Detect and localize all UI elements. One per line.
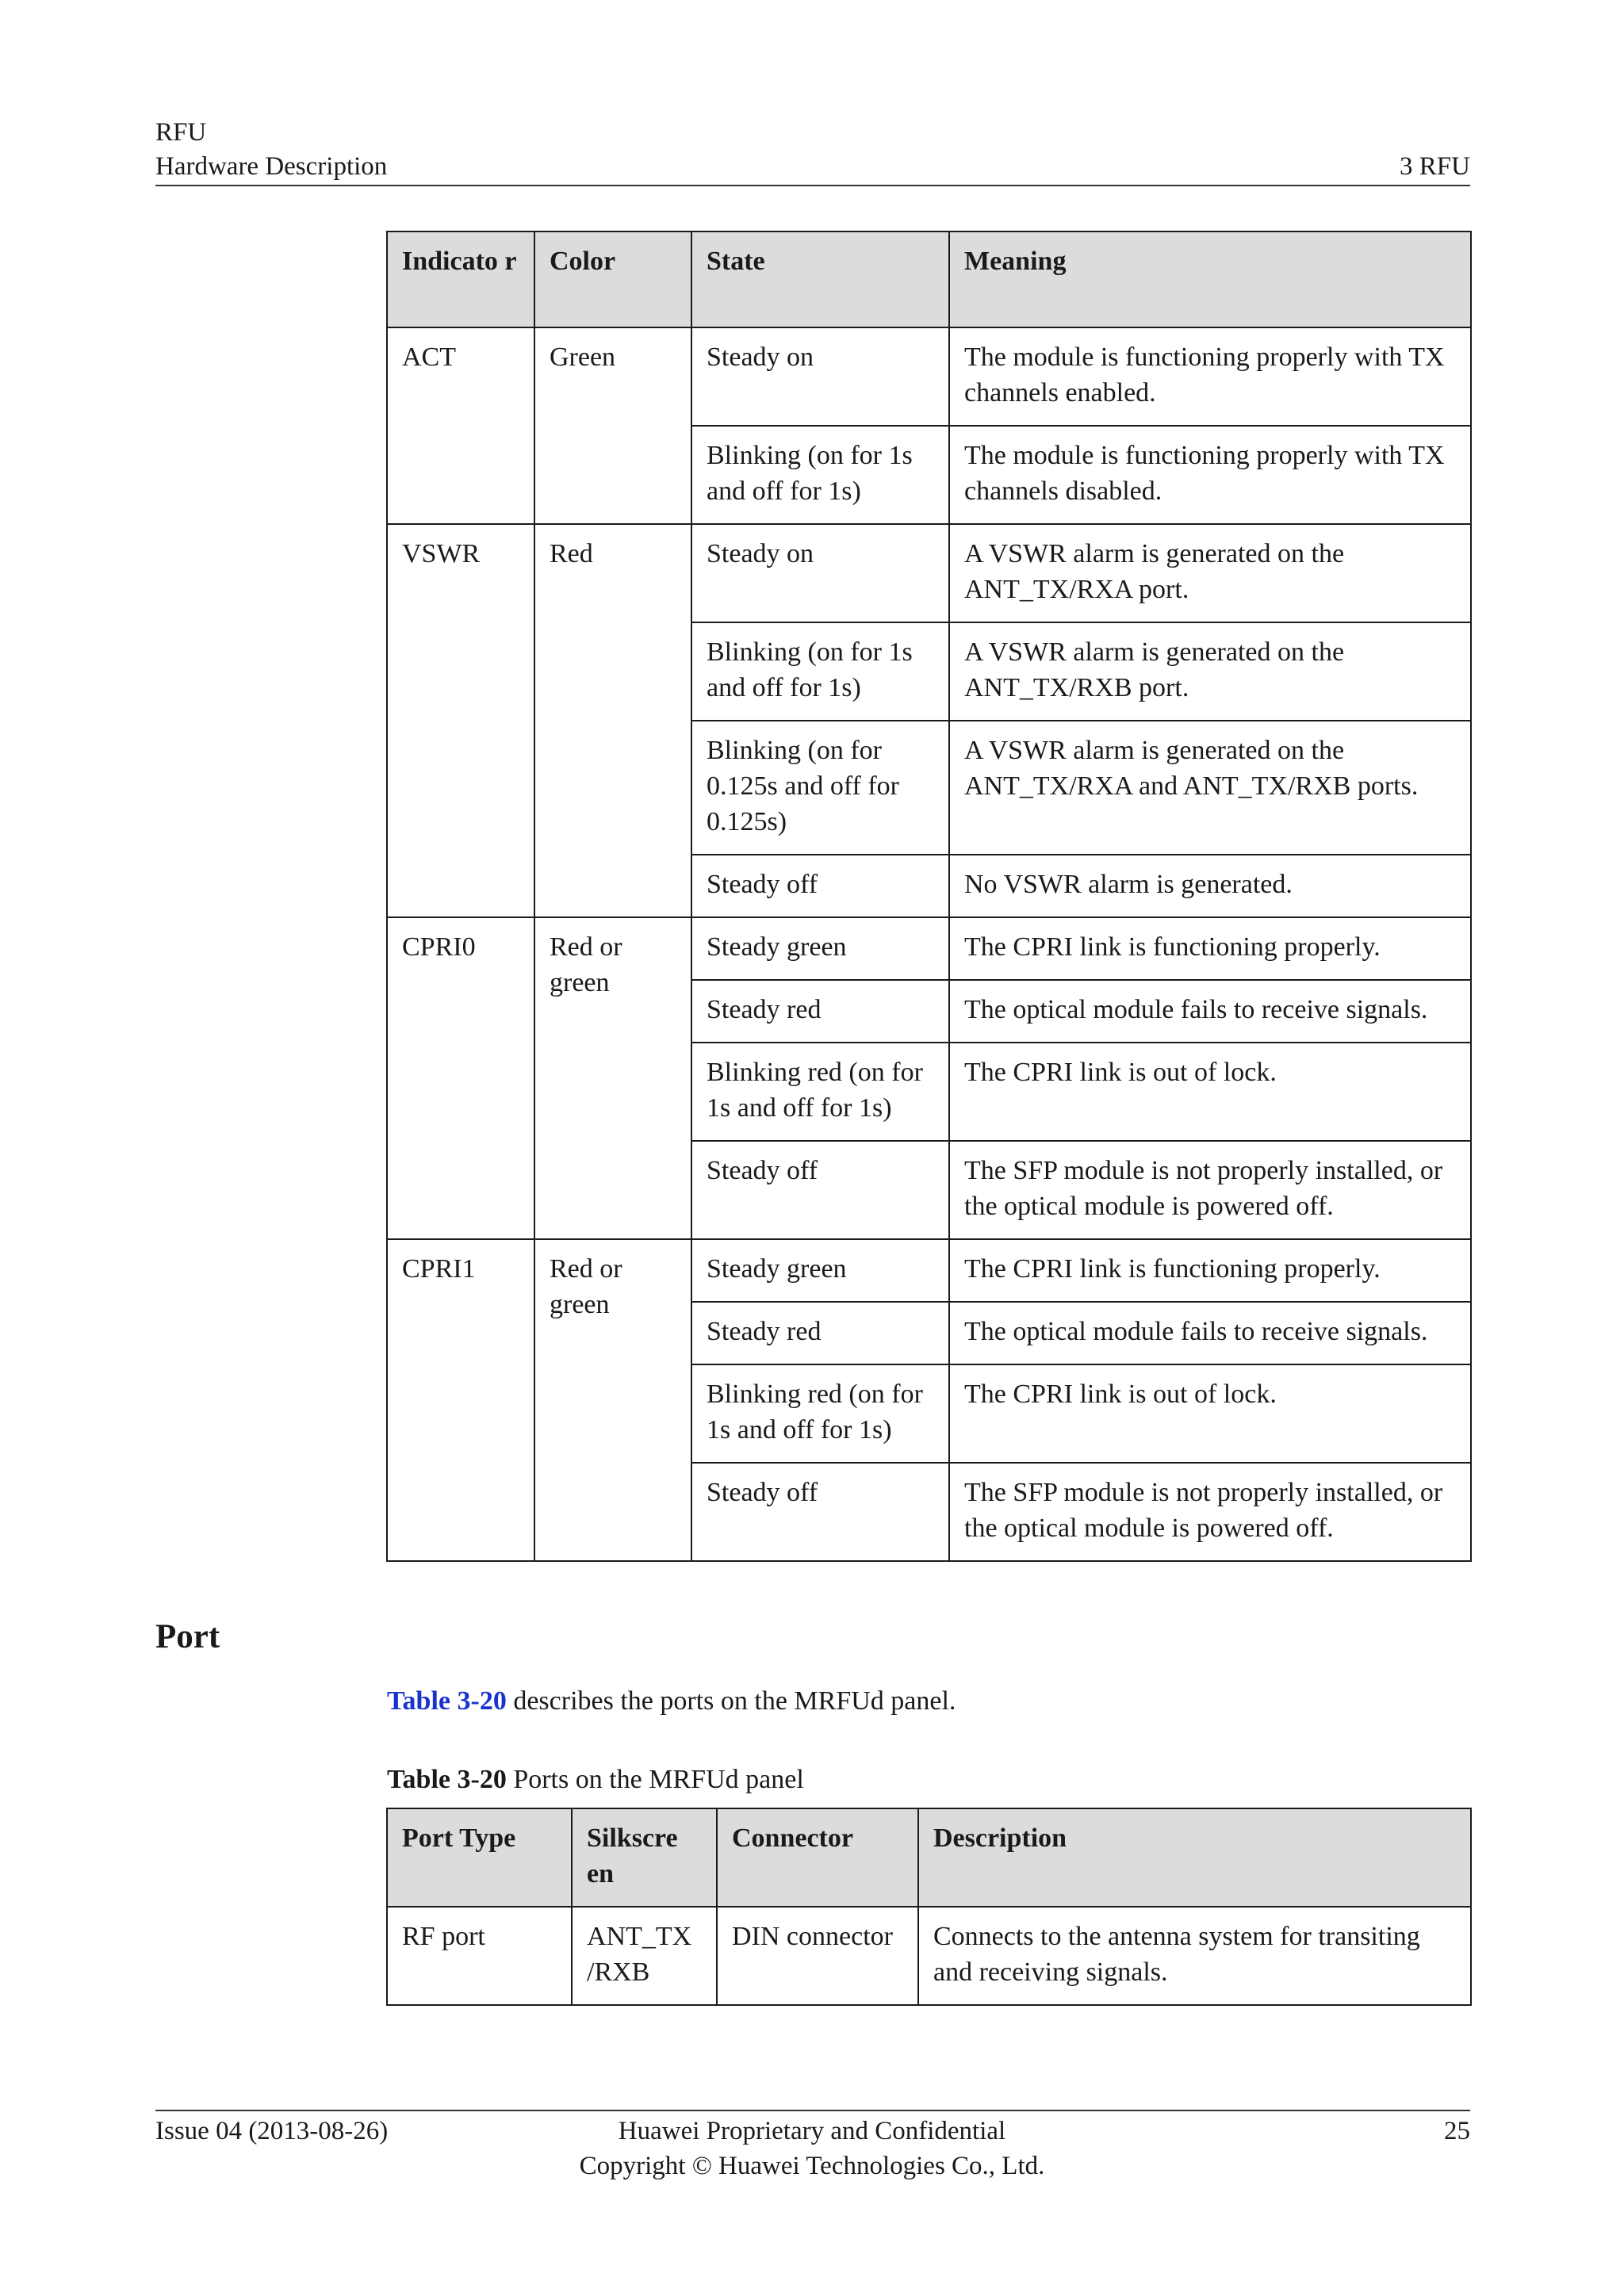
state-cell: Steady off: [691, 1463, 949, 1561]
column-header-description: Description: [918, 1808, 1471, 1907]
indicator-cell: CPRI0: [387, 917, 534, 1239]
footer-divider: [155, 2110, 1470, 2111]
port-table: [386, 1808, 1472, 2006]
column-header-connector: Connector: [717, 1808, 918, 1907]
meaning-cell: The optical module fails to receive signals.: [949, 1302, 1471, 1364]
state-cell: Steady on: [691, 524, 949, 622]
meaning-cell: The module is functioning properly with TX channels disabled.: [949, 426, 1471, 524]
meaning-cell: A VSWR alarm is generated on the ANT_TX/RXA port.: [949, 524, 1471, 622]
caption-text: Ports on the MRFUd panel: [506, 1765, 804, 1794]
meaning-cell: The CPRI link is functioning properly.: [949, 1239, 1471, 1302]
state-cell: Steady on: [691, 327, 949, 426]
column-header-indicator: Indicato r: [387, 232, 534, 327]
intro-paragraph: [387, 1684, 956, 1719]
state-cell: Steady off: [691, 855, 949, 917]
meaning-cell: A VSWR alarm is generated on the ANT_TX/RXA and ANT_TX/RXB ports.: [949, 721, 1471, 855]
confidential-label: Huawei Proprietary and Confidential: [618, 2117, 1006, 2145]
state-cell: Steady off: [691, 1141, 949, 1239]
doc-title: RFU: [155, 118, 207, 147]
table-row: [387, 524, 1471, 622]
port-type-cell: RF port: [387, 1907, 572, 2005]
indicator-cell: ACT: [387, 327, 534, 524]
caption-label: Table 3-20: [387, 1765, 507, 1794]
column-header-state: State: [691, 232, 949, 327]
meaning-cell: The CPRI link is out of lock.: [949, 1043, 1471, 1141]
column-header-silkscreen: Silkscre en: [572, 1808, 717, 1907]
copyright-label: Copyright © Huawei Technologies Co., Ltd.: [579, 2152, 1045, 2180]
chapter-label: 3 RFU: [1400, 152, 1470, 181]
intro-text: describes the ports on the MRFUd panel.: [506, 1686, 956, 1716]
state-cell: Blinking (on for 1s and off for 1s): [691, 622, 949, 721]
column-header-port-type: Port Type: [387, 1808, 572, 1907]
header-divider: [155, 185, 1470, 186]
meaning-cell: The module is functioning properly with TX channels enabled.: [949, 327, 1471, 426]
color-cell: Red: [534, 524, 691, 917]
table-header-row: [387, 1808, 1471, 1907]
meaning-cell: The SFP module is not properly installed, or the optical module is powered off.: [949, 1463, 1471, 1561]
table-row: [387, 917, 1471, 980]
description-cell: Connects to the antenna system for transiting and receiving signals.: [918, 1907, 1471, 2005]
silkscreen-cell: ANT_TX /RXB: [572, 1907, 717, 2005]
column-header-color: Color: [534, 232, 691, 327]
footer-notice: [0, 2114, 1624, 2183]
page-number: 25: [1444, 2117, 1470, 2145]
state-cell: Steady red: [691, 980, 949, 1043]
table-row: [387, 1907, 1471, 2005]
state-cell: Blinking (on for 0.125s and off for 0.125s): [691, 721, 949, 855]
meaning-cell: The optical module fails to receive signals.: [949, 980, 1471, 1043]
doc-subtitle: Hardware Description: [155, 152, 388, 181]
indicator-cell: CPRI1: [387, 1239, 534, 1561]
meaning-cell: The CPRI link is out of lock.: [949, 1364, 1471, 1463]
meaning-cell: The SFP module is not properly installed, or the optical module is powered off.: [949, 1141, 1471, 1239]
state-cell: Steady green: [691, 1239, 949, 1302]
table-caption: [387, 1762, 804, 1797]
issue-label: Issue 04 (2013-08-26): [155, 2117, 389, 2145]
table-row: [387, 327, 1471, 426]
state-cell: Blinking red (on for 1s and off for 1s): [691, 1043, 949, 1141]
running-header: [155, 116, 387, 184]
meaning-cell: No VSWR alarm is generated.: [949, 855, 1471, 917]
table-row: [387, 1239, 1471, 1302]
meaning-cell: A VSWR alarm is generated on the ANT_TX/RXB port.: [949, 622, 1471, 721]
table-reference-link[interactable]: Table 3-20: [387, 1686, 507, 1716]
section-heading: Port: [155, 1618, 220, 1655]
color-cell: Red or green: [534, 917, 691, 1239]
indicator-cell: VSWR: [387, 524, 534, 917]
table-header-row: [387, 232, 1471, 327]
color-cell: Red or green: [534, 1239, 691, 1561]
color-cell: Green: [534, 327, 691, 524]
meaning-cell: The CPRI link is functioning properly.: [949, 917, 1471, 980]
state-cell: Blinking red (on for 1s and off for 1s): [691, 1364, 949, 1463]
state-cell: Steady red: [691, 1302, 949, 1364]
column-header-meaning: Meaning: [949, 232, 1471, 327]
state-cell: Steady green: [691, 917, 949, 980]
indicator-table: [386, 231, 1472, 1562]
state-cell: Blinking (on for 1s and off for 1s): [691, 426, 949, 524]
connector-cell: DIN connector: [717, 1907, 918, 2005]
